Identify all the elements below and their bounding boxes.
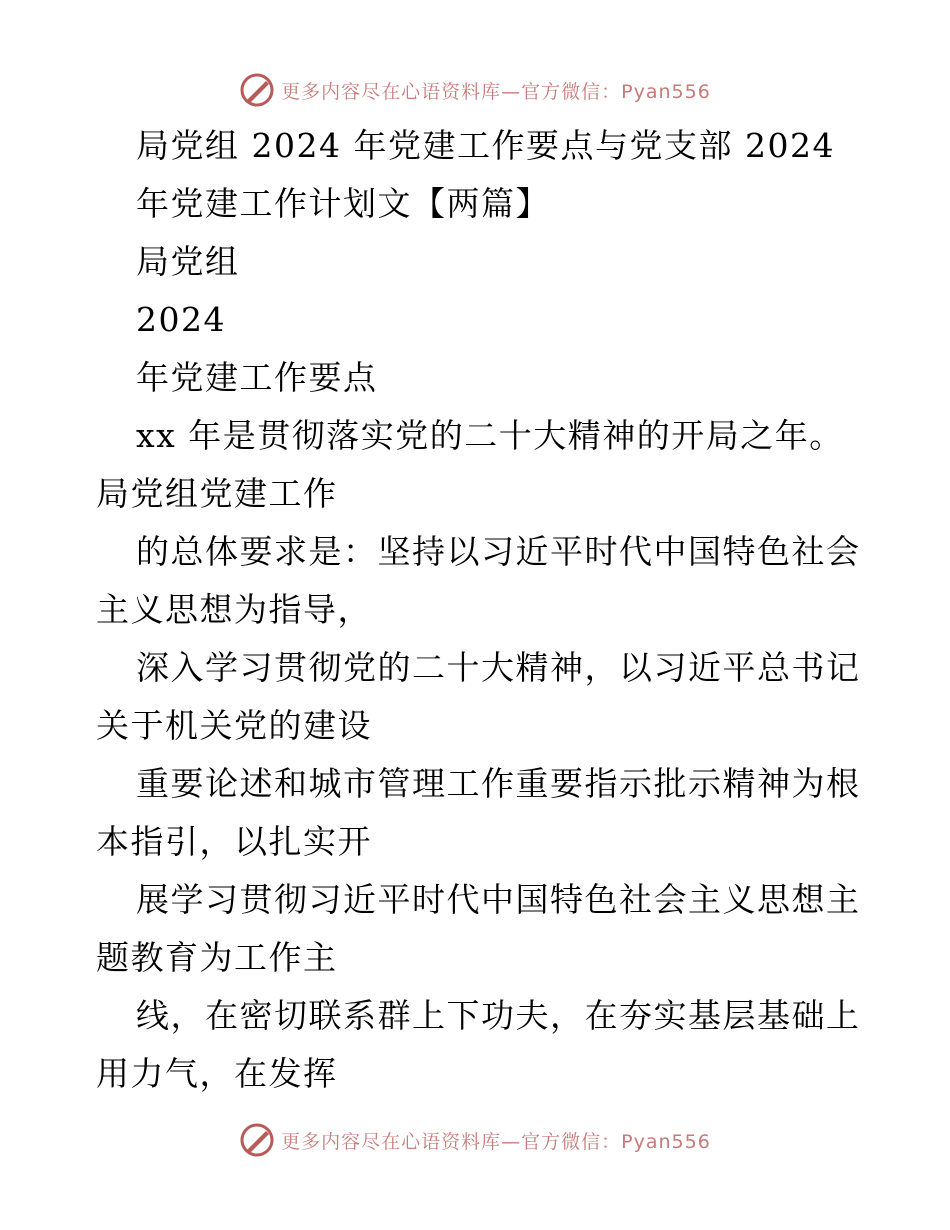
paragraph-line: 局党组党建工作 <box>96 474 338 513</box>
watermark-text: 更多内容尽在心语资料库—官方微信：Pyan556 <box>281 80 711 103</box>
header-watermark <box>0 70 950 110</box>
paragraph-line: 用力气，在发挥 <box>96 1054 338 1093</box>
paragraph-line: 关于机关党的建设 <box>96 706 372 745</box>
paragraph-line: 线，在密切联系群上下功夫，在夯实基层基础上 <box>136 996 861 1035</box>
paragraph-line: xx 年是贯彻落实党的二十大精神的开局之年。 <box>136 416 844 455</box>
watermark-text: 更多内容尽在心语资料库—官方微信：Pyan556 <box>281 1130 711 1153</box>
footer-watermark <box>0 1120 950 1160</box>
title-line-2: 年党建工作计划文【两篇】 <box>136 184 550 223</box>
paragraph-line: 主义思想为指导， <box>96 590 372 629</box>
paragraph-line: 本指引，以扎实开 <box>96 822 372 861</box>
quill-logo-icon <box>239 72 275 108</box>
paragraph-line: 展学习贯彻习近平时代中国特色社会主义思想主 <box>136 880 861 919</box>
section-heading-line-1: 局党组 <box>136 242 240 281</box>
paragraph-line: 的总体要求是：坚持以习近平时代中国特色社会 <box>136 532 861 571</box>
section-heading-line-3: 年党建工作要点 <box>136 358 378 397</box>
section-heading-line-2: 2024 <box>136 300 226 339</box>
quill-logo-icon <box>239 1122 275 1158</box>
paragraph-line: 题教育为工作主 <box>96 938 338 977</box>
title-line-1: 局党组 2024 年党建工作要点与党支部 2024 <box>136 126 835 165</box>
paragraph-line: 重要论述和城市管理工作重要指示批示精神为根 <box>136 764 861 803</box>
paragraph-line: 深入学习贯彻党的二十大精神，以习近平总书记 <box>136 648 861 687</box>
